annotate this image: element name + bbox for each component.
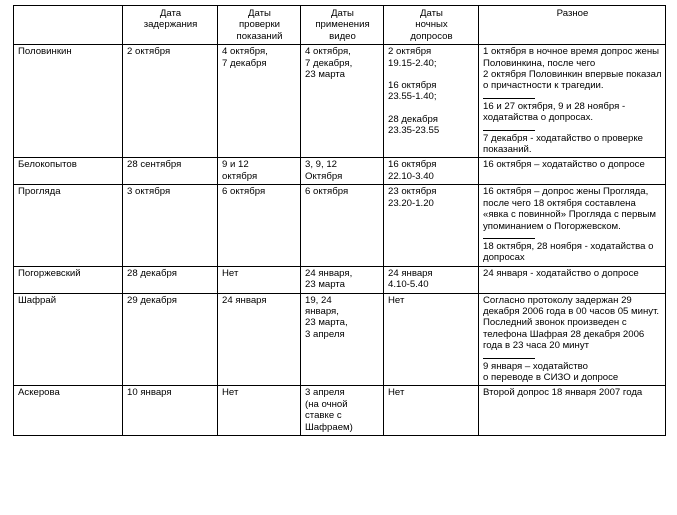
- cell-line: 16 октября: [388, 80, 437, 92]
- header-line: применения: [315, 19, 370, 31]
- header-night: [384, 6, 479, 45]
- separator-line: [483, 238, 535, 239]
- misc-note: о переводе в СИЗО и допросе: [483, 371, 619, 383]
- misc-note: 1 октября в ночное время допрос жены Половинкина, после чего: [483, 46, 660, 69]
- cell-detention: 28 декабря: [123, 266, 218, 293]
- cell-video: 6 октября: [301, 185, 384, 266]
- misc-note: 16 октября – допрос жены Проглядa, после чего 18 октября составлена «явка с повинной» Проглядa с первым упоминанием о Погоржевском.: [483, 186, 656, 232]
- cell-misc: [479, 185, 666, 266]
- misc-note: Второй допрос 18 января 2007 года: [483, 387, 643, 399]
- separator-line: [483, 130, 535, 131]
- cell-line: 23.55-1.40;: [388, 91, 437, 103]
- cell-name: Аскерова: [14, 386, 123, 436]
- cell-line: 24 января: [388, 267, 433, 279]
- cell-misc: [479, 386, 666, 436]
- cell-line: 2 октября: [388, 46, 432, 58]
- table-row: [14, 293, 666, 386]
- cell-line: 19, 24: [305, 294, 332, 306]
- cell-night: Нет: [384, 293, 479, 386]
- cell-video: [301, 266, 384, 293]
- separator-line: [483, 358, 535, 359]
- misc-note: 24 января - ходатайство о допросе: [483, 267, 639, 279]
- cell-misc: [479, 293, 666, 386]
- cell-misc: [479, 45, 666, 158]
- cell-line: 23 марта: [305, 279, 346, 291]
- cell-night: [384, 45, 479, 158]
- header-line: Даты: [248, 8, 271, 19]
- table-row: [14, 266, 666, 293]
- cell-line: 7 декабря,: [305, 57, 353, 69]
- misc-note: 16 и 27 октября, 9 и 28 ноября - ходатайства о допросах.: [483, 100, 626, 124]
- header-detention: [123, 6, 218, 45]
- cell-line: 19.15-2.40;: [388, 57, 437, 69]
- cell-line: Шафраем): [305, 421, 353, 433]
- cell-line: 24 января,: [305, 267, 353, 279]
- header-line: допросов: [410, 30, 453, 42]
- cell-detention: 2 октября: [123, 45, 218, 158]
- cell-line: 23 марта,: [305, 317, 348, 329]
- spacer: [388, 69, 475, 80]
- header-line: Даты: [331, 8, 354, 19]
- header-line: Даты: [420, 8, 443, 19]
- misc-note: 7 декабря - ходатайство о проверке показаний.: [483, 132, 643, 156]
- cell-night: [384, 185, 479, 266]
- cell-line: 28 декабря: [388, 113, 438, 125]
- cell-line: 3, 9, 12: [305, 159, 338, 171]
- cell-misc: [479, 266, 666, 293]
- cell-detention: 29 декабря: [123, 293, 218, 386]
- misc-note: 9 января – ходатайство: [483, 360, 588, 372]
- misc-note: 16 октября – ходатайство о допросе: [483, 159, 645, 171]
- cell-checks: [218, 45, 301, 158]
- spacer: [388, 103, 475, 114]
- interrogation-table: [13, 5, 666, 436]
- cell-checks: Нет: [218, 386, 301, 436]
- cell-night: [384, 158, 479, 185]
- cell-line: 3 апреля: [305, 387, 345, 399]
- cell-name: Погоржевский: [14, 266, 123, 293]
- table-row: [14, 386, 666, 436]
- cell-checks: 24 января: [218, 293, 301, 386]
- cell-line: 23.20-1.20: [388, 197, 434, 209]
- cell-checks: [218, 158, 301, 185]
- cell-name: Проглядa: [14, 185, 123, 266]
- cell-line: 7 декабря: [222, 57, 267, 69]
- table-row: [14, 158, 666, 185]
- cell-night: Нет: [384, 386, 479, 436]
- cell-checks: Нет: [218, 266, 301, 293]
- cell-name: Половинкин: [14, 45, 123, 158]
- header-name: [14, 6, 123, 45]
- cell-video: [301, 386, 384, 436]
- misc-note: Согласно протоколу задержан 29 декабря 2006 года в 00 часов 05 минут. Последний звонок произведен с телефона Шафрая 28 декабря 2006 года в 23 часа 20 минут: [483, 294, 660, 352]
- cell-line: 23 марта: [305, 69, 346, 81]
- cell-checks: 6 октября: [218, 185, 301, 266]
- header-line: Дата: [159, 8, 182, 19]
- header-line: видео: [329, 30, 356, 42]
- header-line: проверки: [238, 19, 281, 31]
- cell-line: (на очной: [305, 398, 348, 410]
- header-line: задержания: [143, 19, 198, 31]
- cell-line: Октября: [305, 170, 343, 182]
- cell-line: 9 и 12: [222, 159, 249, 171]
- cell-video: [301, 158, 384, 185]
- cell-line: 16 октября: [388, 159, 437, 171]
- cell-misc: [479, 158, 666, 185]
- header-misc: Разное: [479, 6, 666, 45]
- cell-line: 4.10-5.40: [388, 279, 429, 291]
- misc-note: 2 октября Половинкин впервые показал о причастности к трагедии.: [483, 69, 662, 92]
- cell-detention: 10 января: [123, 386, 218, 436]
- table-row: [14, 185, 666, 266]
- cell-video: [301, 45, 384, 158]
- cell-line: 4 октября,: [305, 46, 351, 58]
- cell-name: Шафрай: [14, 293, 123, 386]
- separator-line: [483, 98, 535, 99]
- cell-line: 3 апреля: [305, 328, 345, 340]
- cell-detention: 28 сентября: [123, 158, 218, 185]
- header-video: [301, 6, 384, 45]
- table-row: [14, 45, 666, 158]
- cell-line: 23 октября: [388, 186, 437, 198]
- header-line: показаний: [236, 30, 283, 42]
- cell-line: 23.35-23.55: [388, 125, 440, 137]
- cell-night: [384, 266, 479, 293]
- header-line: ночных: [415, 19, 448, 31]
- header-checks: [218, 6, 301, 45]
- cell-detention: 3 октября: [123, 185, 218, 266]
- cell-video: [301, 293, 384, 386]
- cell-line: ставке с: [305, 410, 342, 422]
- cell-line: 22.10-3.40: [388, 170, 434, 182]
- header-row: [14, 6, 666, 45]
- cell-line: 4 октября,: [222, 46, 268, 58]
- cell-line: октября: [222, 170, 258, 182]
- cell-line: января,: [305, 305, 339, 317]
- misc-note: 18 октября, 28 ноября - ходатайства о допросах: [483, 240, 654, 264]
- cell-name: Белокопытов: [14, 158, 123, 185]
